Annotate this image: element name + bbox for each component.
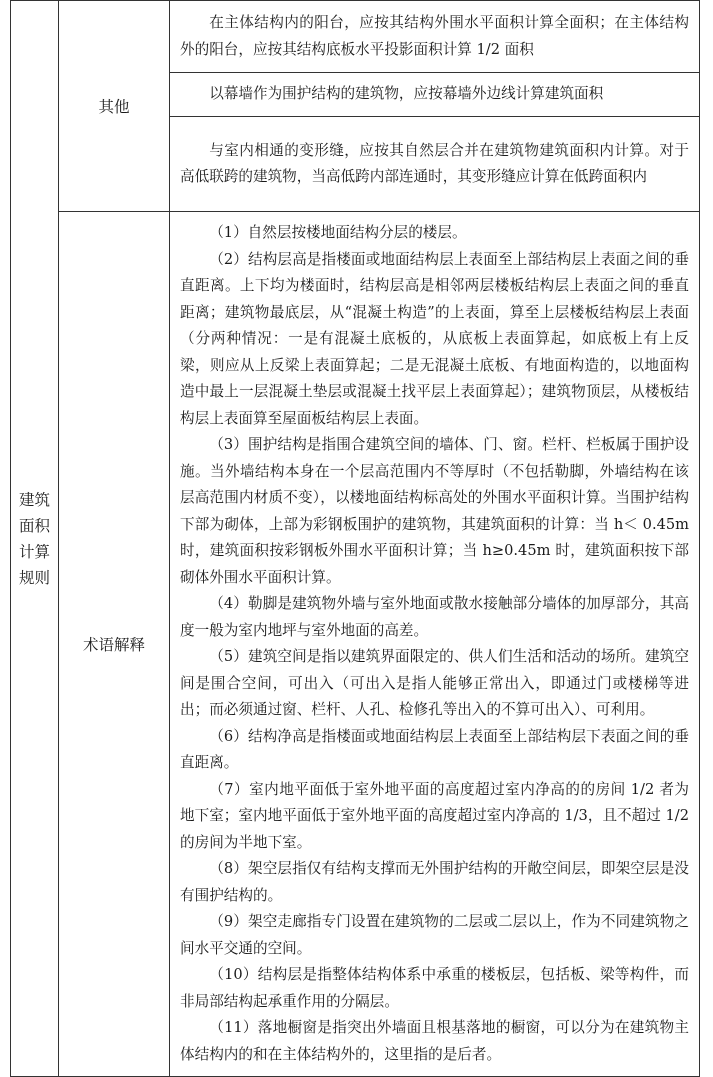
term-item: （8）架空层指仅有结构支撑而无外围护结构的开敞空间层，即架空层是没有围护结构的。	[180, 860, 689, 904]
other-row-3-text: 与室内相通的变形缝，应按其自然层合并在建筑物建筑面积内计算。对于高低联跨的建筑物，当高低跨内部连通时，其变形缝应计算在低跨面积内	[180, 141, 689, 185]
term-item: （7）室内地平面低于室外地平面的高度超过室内净高的的房间 1/2 者为地下室；室内地平面低于室外地平面的高度超过室内净高的 1/3，且不超过 1/2 的房间为半地下室。	[180, 780, 689, 851]
other-row-2-text: 以幕墙作为围护结构的建筑物，应按幕墙外边线计算建筑面积	[209, 85, 604, 103]
term-item: （11）落地橱窗是指突出外墙面且根基落地的橱窗，可以分为在建筑物主体结构内的和在主体结构外的，这里指的是后者。	[180, 1019, 689, 1063]
terms-cell	[170, 212, 700, 1077]
section-other-label: 其他	[59, 1, 170, 212]
term-item: （2）结构层高是指楼面或地面结构层上表面至上部结构层上表面之间的垂直距离。上下均为楼面时，结构层高是相邻两层楼板结构层上表面之间的垂直距离；建筑物最底层，从“混凝土构造”的上表面，算至上层楼板结构层上表面（分两种情况：一是有混凝土底板的，从底板上表面算起，如底板上有上反梁，则应从上反梁上表面算起；二是无混凝土底板、有地面构造的，以地面构造中最上一层混凝土垫层或混凝土找平层上表面算起）；建筑物顶层，从楼板结构层上表面算至屋面板结构层上表面。	[180, 250, 689, 427]
other-row-1	[170, 1, 700, 73]
term-item: （1）自然层按楼地面结构分层的楼层。	[209, 224, 467, 241]
term-item: （9）架空走廊指专门设置在建筑物的二层或二层以上，作为不同建筑物之间水平交通的空间。	[180, 913, 689, 957]
other-row-2	[170, 73, 700, 117]
category-cell	[11, 1, 59, 1077]
term-item: （6）结构净高是指楼面或地面结构层上表面至上部结构层下表面之间的垂直距离。	[180, 727, 689, 771]
other-row-3	[170, 117, 700, 212]
term-item: （4）勒脚是建筑物外墙与室外地面或散水接触部分墙体的加厚部分，其高度一般为室内地坪与室外地面的高差。	[180, 595, 689, 639]
other-row-1-text: 在主体结构内的阳台，应按其结构外围水平面积计算全面积；在主体结构外的阳台，应按其结构底板水平投影面积计算 1/2 面积	[180, 14, 689, 58]
term-item: （10）结构层是指整体结构体系中承重的楼板层，包括板、梁等构件，而非局部结构起承重作用的分隔层。	[180, 966, 689, 1010]
category-word-3: 计算	[18, 542, 50, 561]
section-terms-label: 术语解释	[59, 212, 170, 1077]
term-item: （3）围护结构是指围合建筑空间的墙体、门、窗。栏杆、栏板属于围护设施。当外墙结构本身在一个层高范围内不等厚时（不包括勒脚，外墙结构在该层高范围内材质不变），以楼地面结构标高处的外围水平面积计算。当围护结构下部为砌体，上部为彩钢板围护的建筑物，其建筑面积的计算：当 h＜ 0.45m 时，建筑面积按彩钢板外围水平面积计算；当 h≥0.45m 时，建筑面积按下部砌体外围水平面积计算。	[180, 436, 689, 586]
term-item: （5）建筑空间是指以建筑界面限定的、供人们生活和活动的场所。建筑空间是围合空间，可出入（可出入是指人能够正常出入，即通过门或楼梯等进出；而必须通过窗、栏杆、人孔、检修孔等出入的不算可出入）、可利用。	[180, 648, 689, 718]
category-word-1: 建筑	[18, 490, 50, 509]
area-rules-table	[10, 0, 700, 1077]
category-word-2: 面积	[18, 516, 50, 535]
category-word-4: 规则	[18, 568, 50, 587]
